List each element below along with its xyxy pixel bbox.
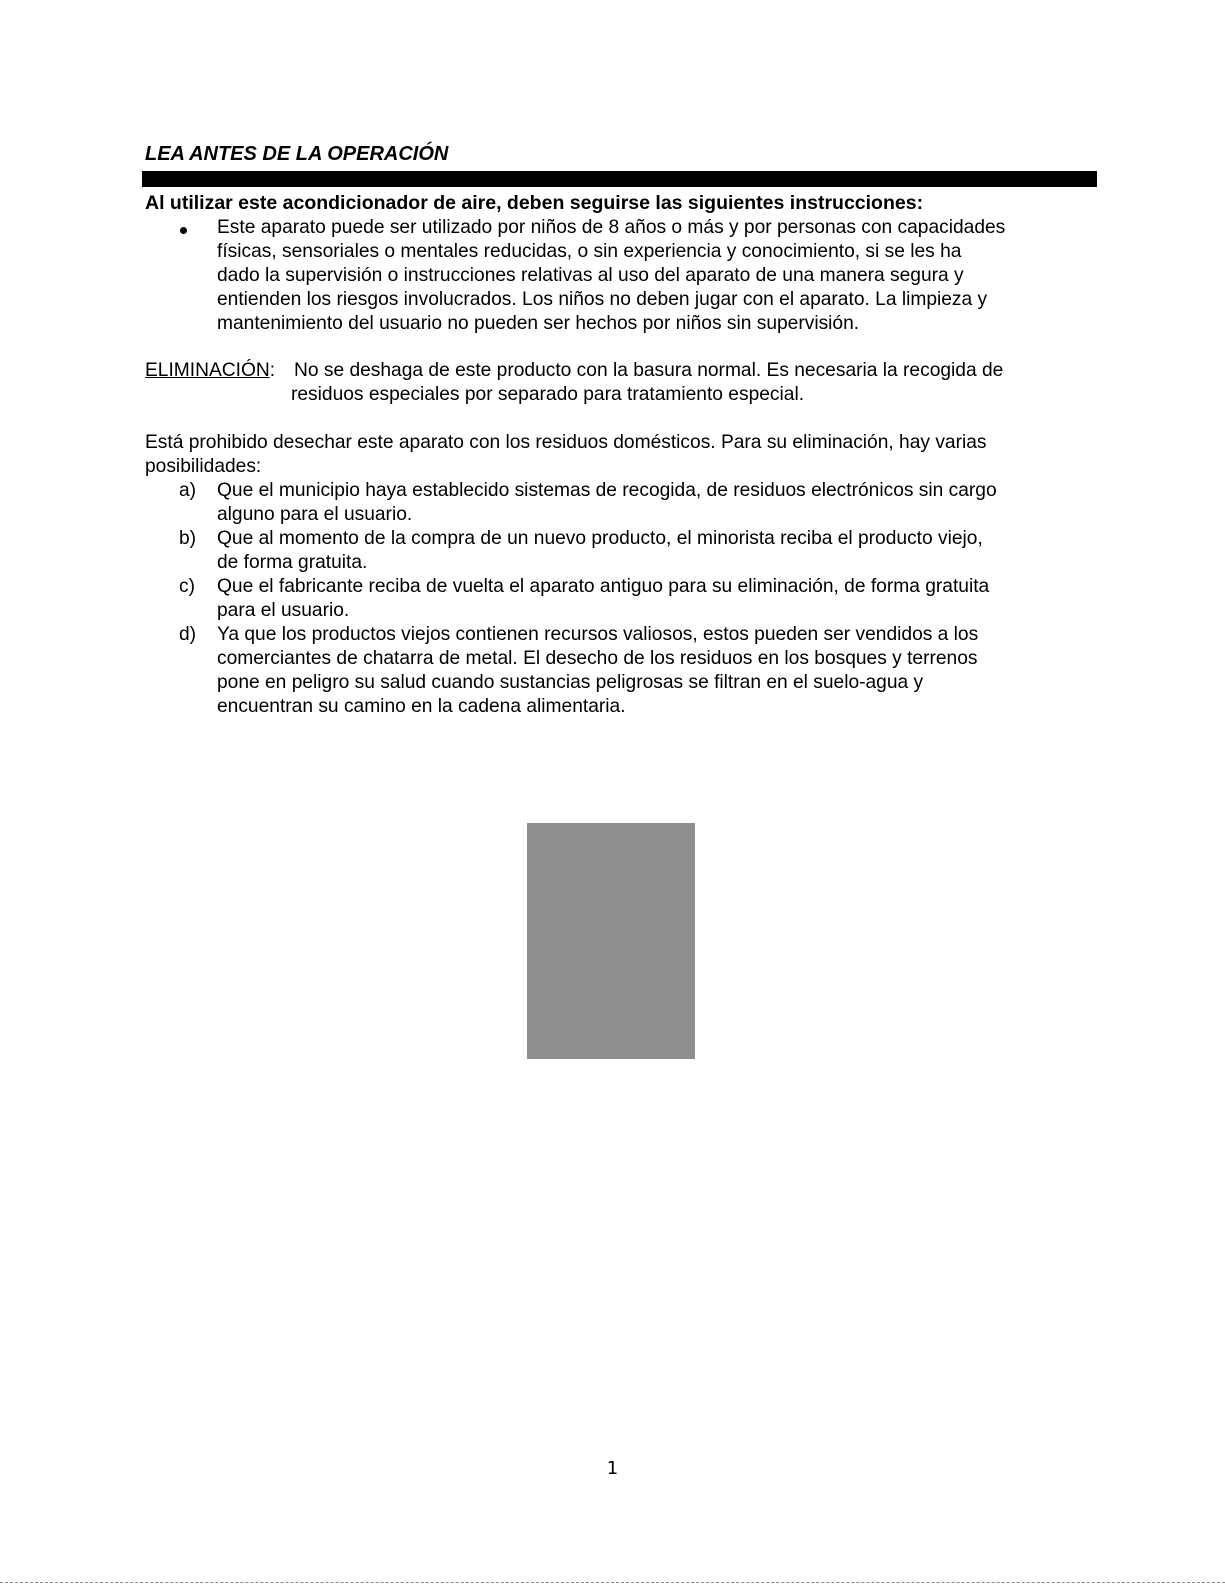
list-marker: d) — [179, 624, 197, 645]
list-line: para el usuario. — [217, 600, 350, 621]
placeholder-image — [527, 823, 695, 1059]
list-line: Que el municipio haya establecido sistemas de recogida, de residuos electrónicos sin cargo — [217, 480, 997, 501]
instructions-subheading: Al utilizar este acondicionador de aire, deben seguirse las siguientes instrucciones: — [145, 192, 924, 214]
elimination-line: residuos especiales por separado para tratamiento especial. — [291, 384, 805, 405]
list-line: pone en peligro su salud cuando sustancias peligrosas se filtran en el suelo-agua y — [217, 672, 924, 693]
list-line: alguno para el usuario. — [217, 504, 413, 525]
list-line: encuentran su camino en la cadena alimentaria. — [217, 696, 626, 717]
list-marker: a) — [179, 480, 197, 501]
list-line: de forma gratuita. — [217, 552, 368, 573]
list-line: Que al momento de la compra de un nuevo producto, el minorista reciba el producto viejo, — [217, 528, 983, 549]
bullet-line: Este aparato puede ser utilizado por niños de 8 años o más y por personas con capacidades — [217, 217, 1006, 238]
elimination-colon: : — [269, 360, 276, 381]
bullet-line: entienden los riesgos involucrados. Los niños no deben jugar con el aparato. La limpieza y — [217, 289, 988, 310]
section-heading: LEA ANTES DE LA OPERACIÓN — [145, 143, 449, 165]
elimination-label — [145, 359, 275, 383]
page-bottom-border — [0, 1582, 1225, 1583]
prohibited-line: Está prohibido desechar este aparato con los residuos domésticos. Para su eliminación, hay varias — [145, 432, 987, 453]
elimination-label-text: ELIMINACIÓN — [145, 360, 270, 381]
bullet-line: dado la supervisión o instrucciones relativas al uso del aparato de una manera segura y — [217, 265, 964, 286]
bullet-dot-icon — [180, 227, 187, 234]
list-line: Ya que los productos viejos contienen recursos valiosos, estos pueden ser vendidos a los — [217, 624, 979, 645]
list-line: Que el fabricante reciba de vuelta el aparato antiguo para su eliminación, de forma gratuita — [217, 576, 990, 597]
list-marker: b) — [179, 528, 197, 549]
bullet-line: mantenimiento del usuario no pueden ser hechos por niños sin supervisión. — [217, 313, 860, 334]
bullet-line: físicas, sensoriales o mentales reducidas, o sin experiencia y conocimiento, si se les ha — [217, 241, 962, 262]
prohibited-line: posibilidades: — [145, 456, 262, 477]
elimination-line: No se deshaga de este producto con la basura normal. Es necesaria la recogida de — [294, 360, 1004, 381]
page-number: 1 — [606, 1458, 619, 1479]
heading-rule — [142, 171, 1097, 187]
list-marker: c) — [179, 576, 195, 597]
list-line: comerciantes de chatarra de metal. El desecho de los residuos en los bosques y terrenos — [217, 648, 978, 669]
